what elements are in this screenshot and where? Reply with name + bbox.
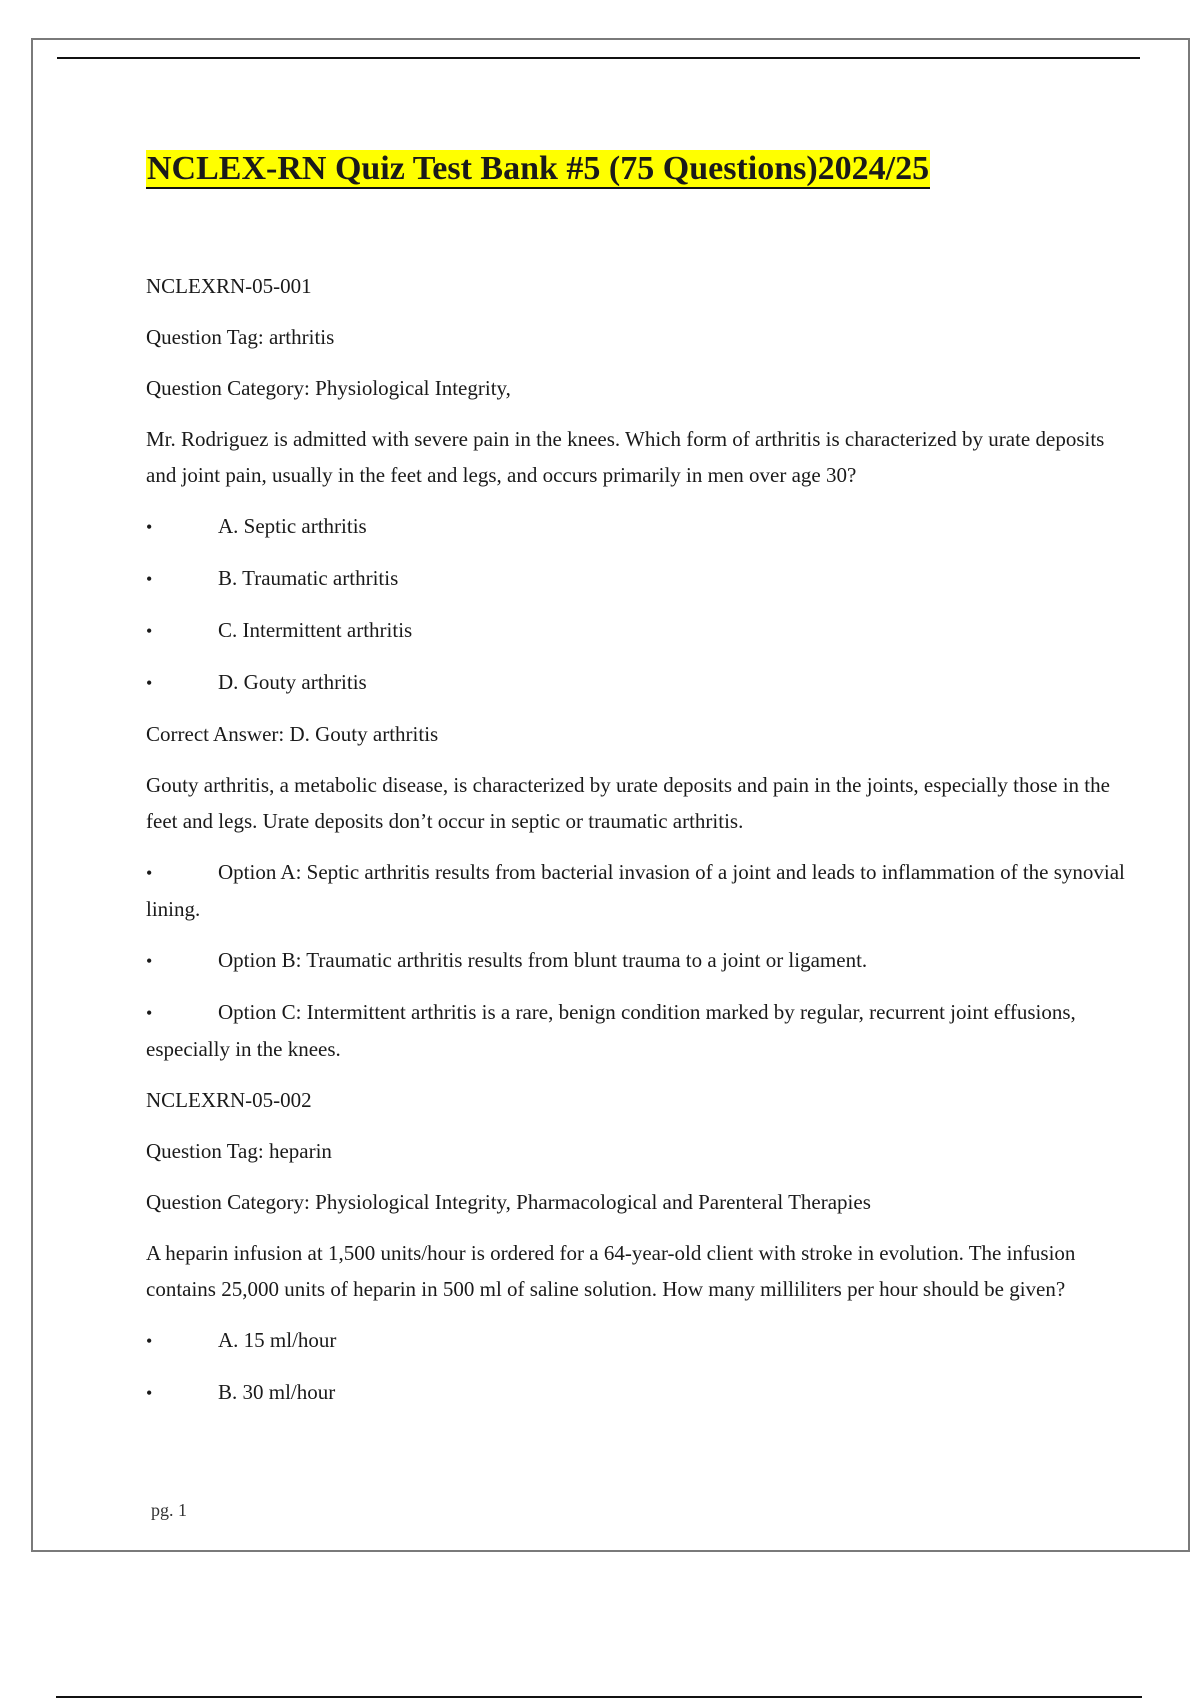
- question-2-stem: A heparin infusion at 1,500 units/hour is ordered for a 64-year-old client with stroke in evolution. The infusion contains 25,000 units of heparin in 500 ml of saline solution. How many milliliters per hour should be given?: [146, 1241, 1076, 1301]
- document-page: [31, 38, 1190, 1552]
- question-2-id: NCLEXRN-05-002: [146, 1088, 312, 1112]
- question-1-correct-answer: Correct Answer: D. Gouty arthritis: [146, 722, 439, 746]
- option-text: D. Gouty arthritis: [218, 670, 367, 694]
- question-2-option-a: [146, 1322, 1126, 1359]
- bullet-icon: [146, 664, 218, 701]
- question-2-category: Question Category: Physiological Integrity, Pharmacological and Parenteral Therapies: [146, 1190, 871, 1214]
- question-1-option-a: [146, 508, 1126, 545]
- explanation-text: Option A: Septic arthritis results from bacterial invasion of a joint and leads to inflammation of the synovial lining.: [146, 860, 1125, 921]
- bullet-icon: [146, 1322, 218, 1359]
- option-text: B. 30 ml/hour: [218, 1380, 336, 1404]
- explanation-text: Option C: Intermittent arthritis is a rare, benign condition marked by regular, recurrent joint effusions, especially in the knees.: [146, 1000, 1076, 1061]
- document-body: [146, 268, 1126, 1426]
- question-1-category: Question Category: Physiological Integrity,: [146, 376, 511, 400]
- bullet-icon: [146, 994, 218, 1031]
- question-1-stem: Mr. Rodriguez is admitted with severe pain in the knees. Which form of arthritis is characterized by urate deposits and joint pain, usually in the feet and legs, and occurs primarily in men over age 30?: [146, 427, 1105, 487]
- question-1-option-d: [146, 664, 1126, 701]
- bullet-icon: [146, 854, 218, 891]
- next-page-rule: [56, 1696, 1142, 1698]
- bullet-icon: [146, 612, 218, 649]
- page-number: pg. 1: [151, 1500, 187, 1520]
- question-1-option-c: [146, 612, 1126, 649]
- explanation-text: Option B: Traumatic arthritis results from blunt trauma to a joint or ligament.: [218, 948, 868, 972]
- question-1-option-b: [146, 560, 1126, 597]
- question-1-rationale: Gouty arthritis, a metabolic disease, is characterized by urate deposits and pain in the joints, especially those in the feet and legs. Urate deposits don’t occur in septic or traumatic arthritis.: [146, 773, 1110, 833]
- question-2-option-b: [146, 1374, 1126, 1411]
- option-text: B. Traumatic arthritis: [218, 566, 399, 590]
- option-text: A. 15 ml/hour: [218, 1328, 337, 1352]
- title-highlight: NCLEX-RN Quiz Test Bank #5 (75 Questions)2024/25: [147, 150, 930, 187]
- bullet-icon: [146, 560, 218, 597]
- question-2-tag: Question Tag: heparin: [146, 1139, 332, 1163]
- question-1-explanation-a: [146, 854, 1126, 927]
- bullet-icon: [146, 1374, 218, 1411]
- question-1-explanation-b: [146, 942, 1126, 979]
- document-title: [146, 148, 930, 190]
- option-text: A. Septic arthritis: [218, 514, 367, 538]
- question-1-tag: Question Tag: arthritis: [146, 325, 335, 349]
- bullet-icon: [146, 508, 218, 545]
- question-1-explanation-c: [146, 994, 1126, 1067]
- header-rule: [57, 57, 1140, 59]
- option-text: C. Intermittent arthritis: [218, 618, 413, 642]
- bullet-icon: [146, 942, 218, 979]
- question-1-id: NCLEXRN-05-001: [146, 274, 312, 298]
